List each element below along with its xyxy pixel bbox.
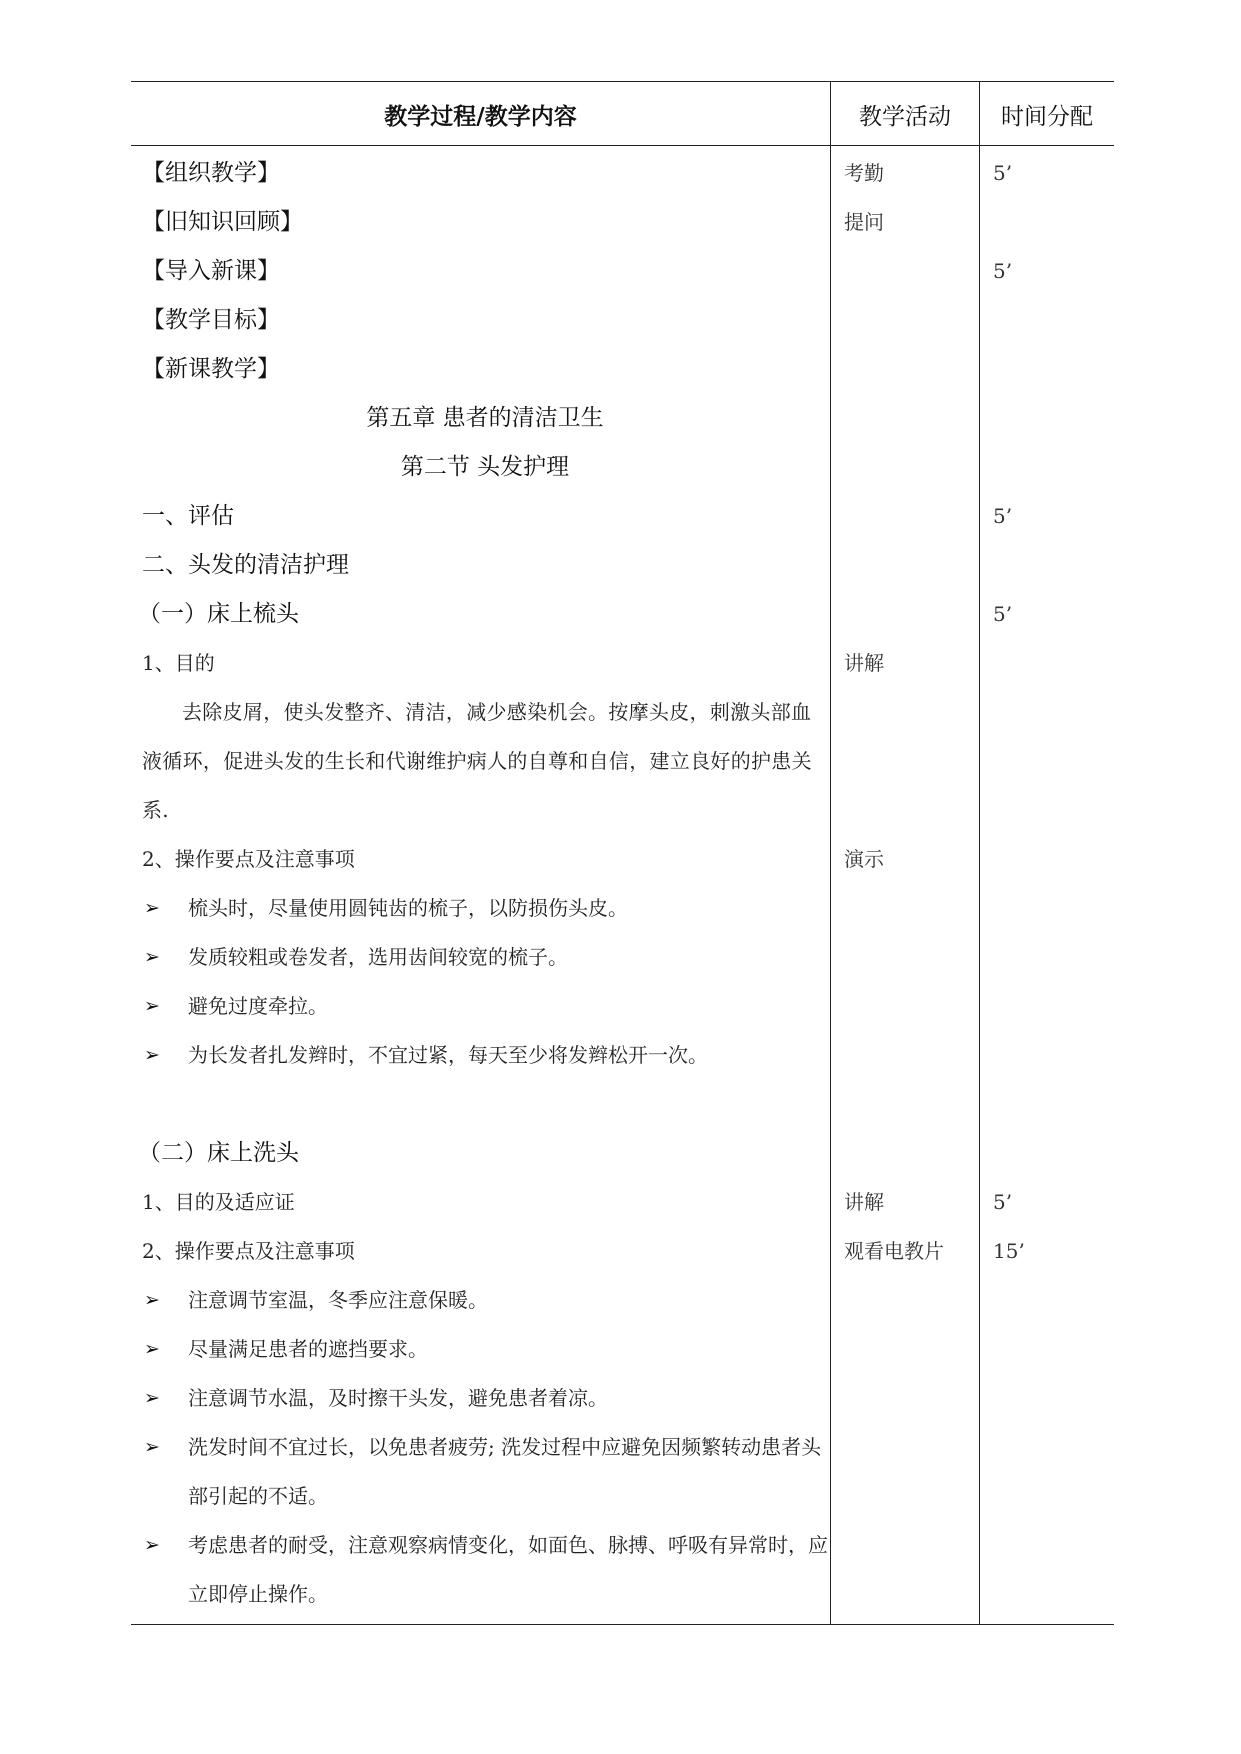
section-title: 第二节 头发护理	[400, 454, 570, 480]
arrow-bullet-icon: ➢	[144, 897, 160, 919]
list-item: ➢ 考虑患者的耐受，注意观察病情变化，如面色、脉搏、呼吸有异常时，应立即停止操作。	[142, 1521, 828, 1619]
header-activity: 教学活动	[859, 104, 951, 130]
arrow-bullet-icon: ➢	[144, 946, 160, 968]
time-intro: 5’	[993, 259, 1013, 283]
arrow-bullet-icon: ➢	[144, 1044, 160, 1066]
chapter-title: 第五章 患者的清洁卫生	[366, 405, 604, 431]
section-objectives: 【教学目标】	[142, 307, 280, 333]
activity-comb-purpose: 讲解	[844, 651, 884, 675]
list-item: ➢ 为长发者扎发辫时，不宜过紧，每天至少将发辫松开一次。	[142, 1031, 828, 1080]
arrow-bullet-icon: ➢	[144, 1436, 160, 1458]
time-organize: 5’	[993, 161, 1013, 185]
arrow-bullet-icon: ➢	[144, 1289, 160, 1311]
comb-purpose-paragraph	[142, 688, 828, 835]
comb-purpose-paragraph-text: 去除皮屑，使头发整齐、清洁，减少感染机会。按摩头皮，刺激头部血液循环，促进头发的生长和代谢维护病人的自尊和自信，建立良好的护患关系.	[142, 700, 812, 822]
column-divider-2	[979, 81, 980, 1625]
arrow-bullet-icon: ➢	[144, 1387, 160, 1409]
table-top-border	[131, 81, 1114, 82]
arrow-bullet-icon: ➢	[144, 995, 160, 1017]
section-organize: 【组织教学】	[142, 160, 280, 186]
time-wash-purpose: 5’	[993, 1190, 1013, 1214]
subheading-bed-washing: （二）床上洗头	[138, 1140, 299, 1166]
list-item: ➢ 发质较粗或卷发者，选用齿间较宽的梳子。	[142, 933, 828, 982]
item-wash-purpose: 1、目的及适应证	[142, 1190, 295, 1214]
list-item: ➢ 注意调节水温，及时擦干头发，避免患者着凉。	[142, 1374, 828, 1423]
section-new-lesson: 【新课教学】	[142, 356, 280, 382]
header-content: 教学过程/教学内容	[384, 104, 577, 130]
table-bottom-border	[131, 1624, 1114, 1625]
time-wash-operations: 15’	[993, 1239, 1025, 1263]
heading-hair-cleaning: 二、头发的清洁护理	[142, 552, 349, 578]
item-wash-operations: 2、操作要点及注意事项	[142, 1239, 355, 1263]
activity-organize: 考勤	[844, 161, 884, 185]
item-comb-operations: 2、操作要点及注意事项	[142, 847, 355, 871]
subheading-bed-combing: （一）床上梳头	[138, 601, 299, 627]
activity-comb-operations: 演示	[844, 847, 884, 871]
heading-assess: 一、评估	[142, 503, 234, 529]
arrow-bullet-icon: ➢	[144, 1338, 160, 1360]
arrow-bullet-icon: ➢	[144, 1534, 160, 1556]
time-assess: 5’	[993, 504, 1013, 528]
header-time: 时间分配	[1001, 104, 1093, 130]
section-intro: 【导入新课】	[142, 258, 280, 284]
column-divider-1	[830, 81, 831, 1625]
section-review: 【旧知识回顾】	[142, 209, 303, 235]
list-item: ➢ 梳头时，尽量使用圆钝齿的梳子，以防损伤头皮。	[142, 884, 828, 933]
time-bed-combing: 5’	[993, 602, 1013, 626]
item-comb-purpose: 1、目的	[142, 651, 215, 675]
activity-wash-operations: 观看电教片	[844, 1239, 944, 1263]
activity-wash-purpose: 讲解	[844, 1190, 884, 1214]
list-item: ➢ 尽量满足患者的遮挡要求。	[142, 1325, 828, 1374]
activity-review: 提问	[844, 210, 884, 234]
list-item: ➢ 注意调节室温，冬季应注意保暖。	[142, 1276, 828, 1325]
list-item: ➢ 避免过度牵拉。	[142, 982, 828, 1031]
list-item: ➢ 洗发时间不宜过长，以免患者疲劳; 洗发过程中应避免因频繁转动患者头部引起的不适。	[142, 1423, 828, 1521]
